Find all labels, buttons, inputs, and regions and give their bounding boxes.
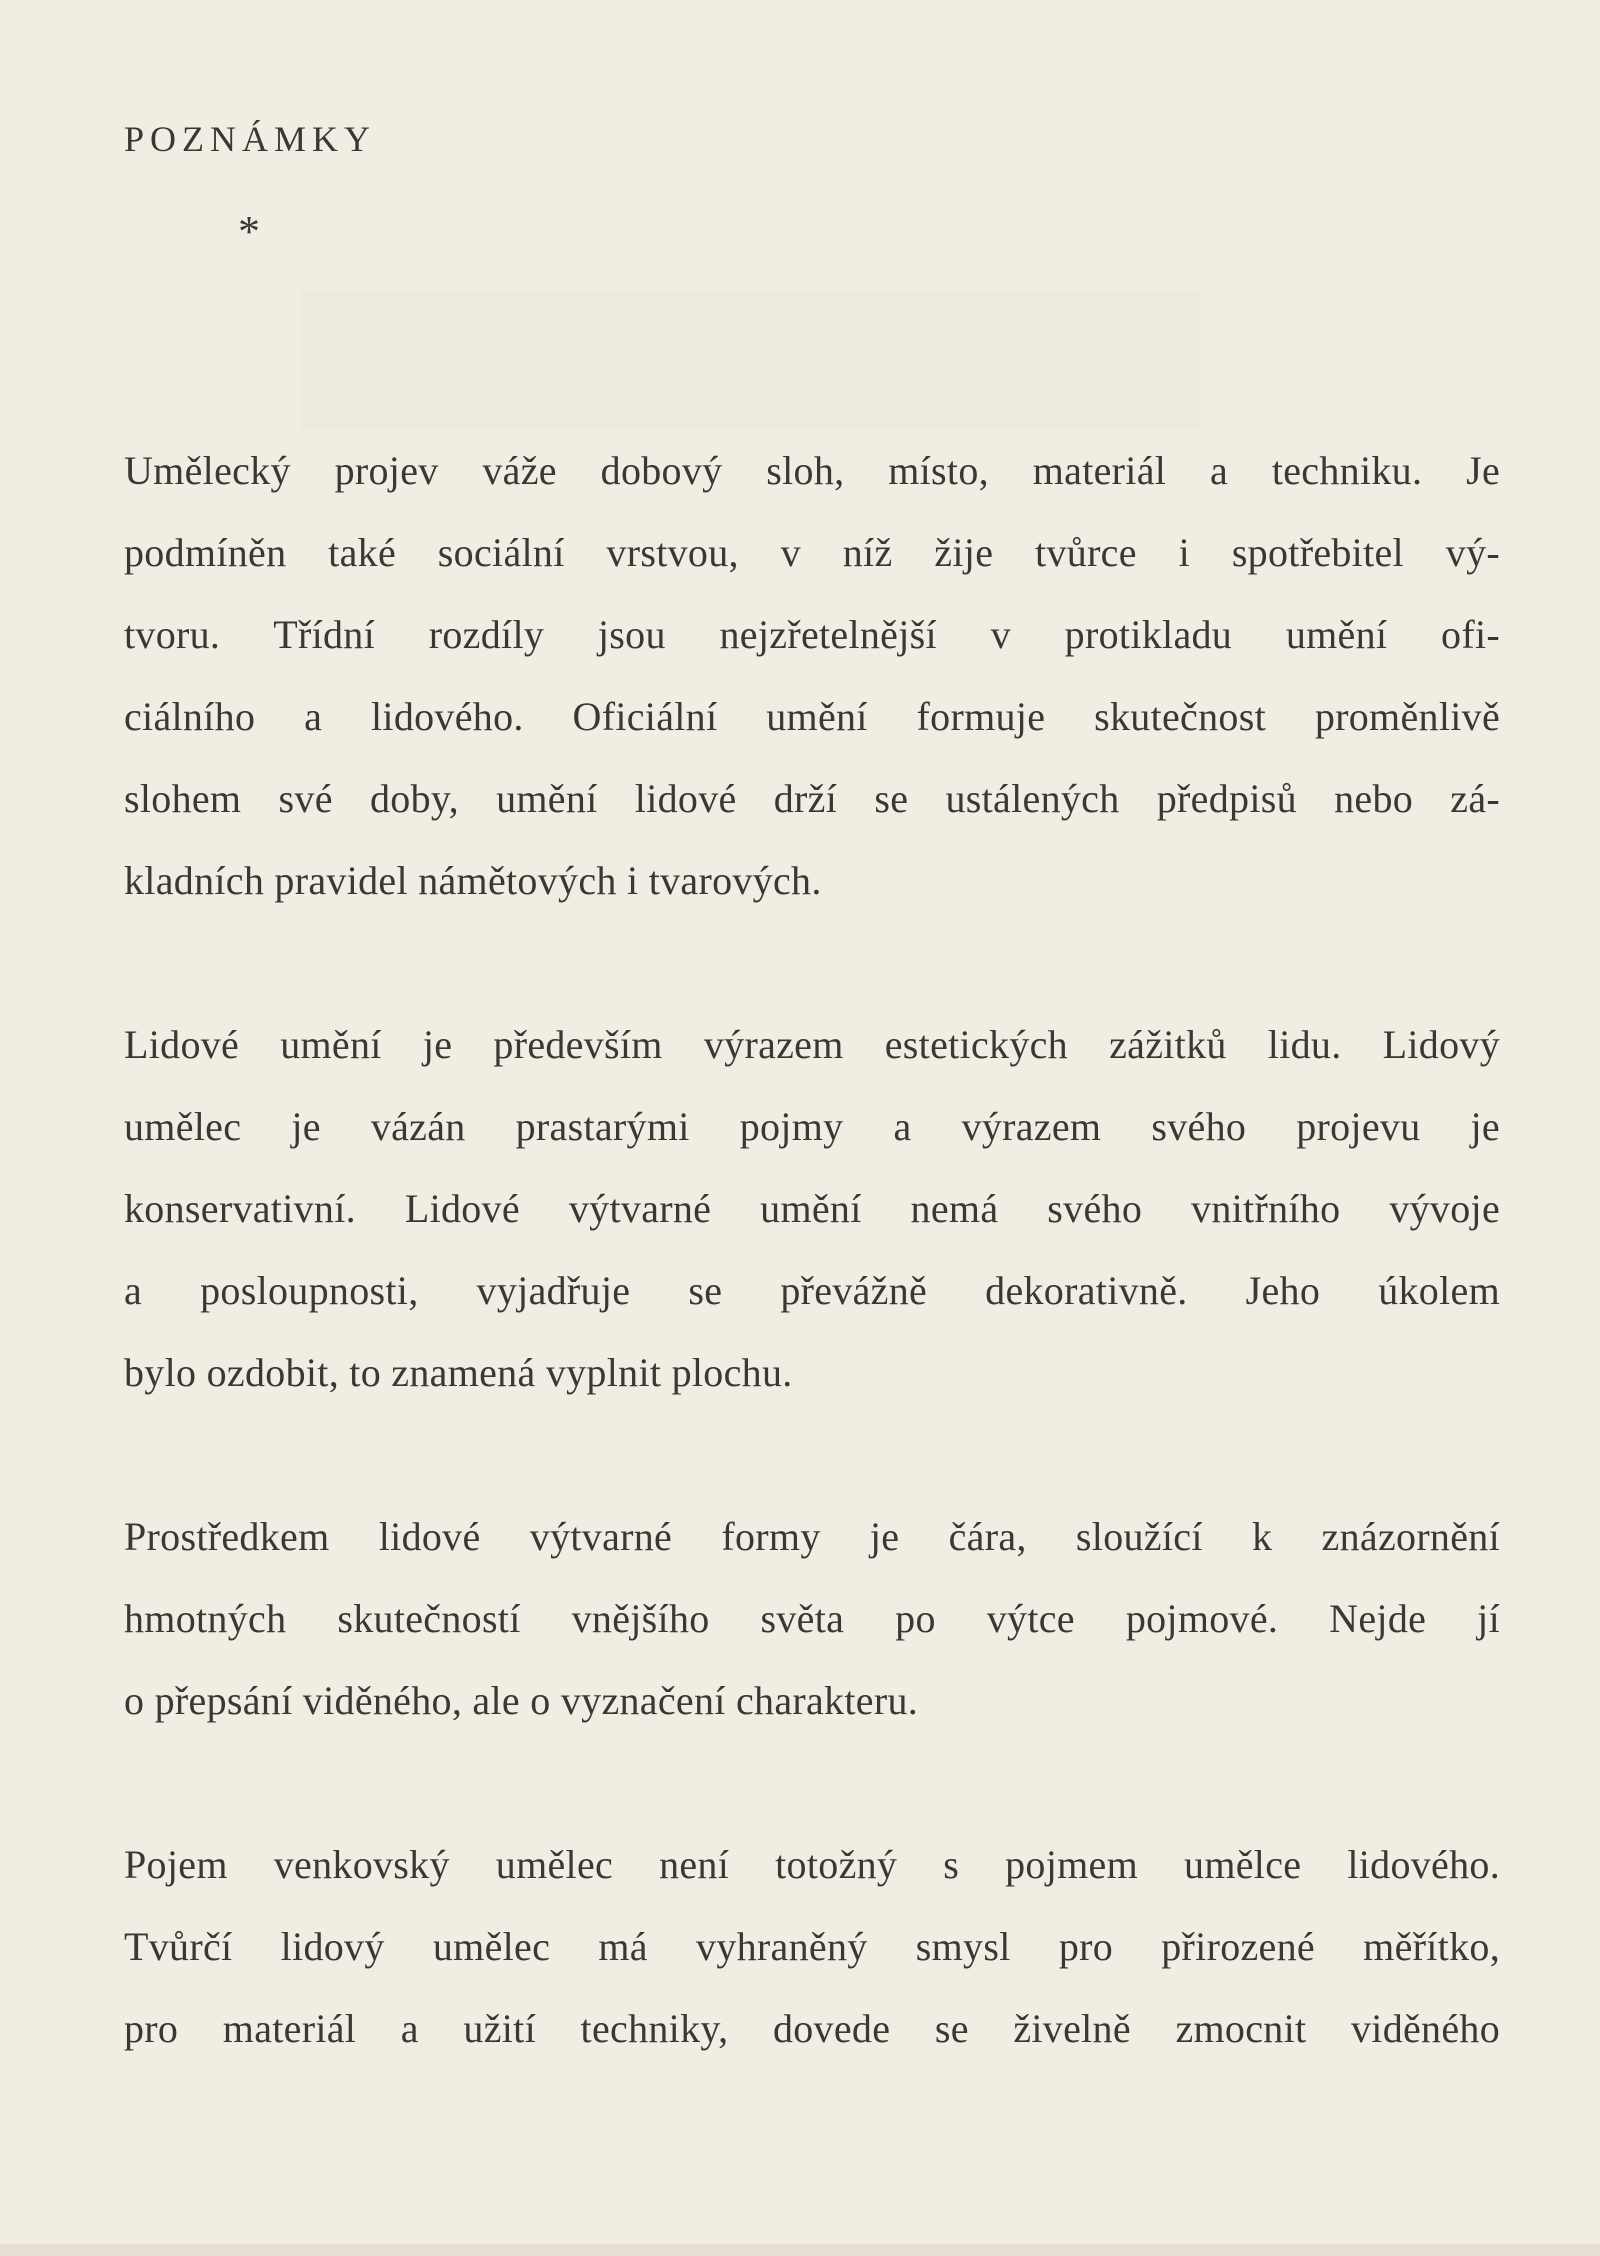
- text-line: ciálního a lidového. Oficiální umění formuje skutečnost proměnlivě: [124, 694, 1500, 739]
- body-text: [124, 430, 1500, 2152]
- paragraph-2: [124, 1004, 1500, 1414]
- paragraph-4: [124, 1824, 1500, 2070]
- text-line: Umělecký projev váže dobový sloh, místo, materiál a techniku. Je: [124, 448, 1500, 493]
- text-line: Pojem venkovský umělec není totožný s pojmem umělce lidového.: [124, 1842, 1500, 1887]
- text-line: Tvůrčí lidový umělec má vyhraněný smysl pro přirozené měřítko,: [124, 1924, 1500, 1969]
- text-line: kladních pravidel námětových i tvarových.: [124, 858, 822, 903]
- text-line: o přepsání viděného, ale o vyznačení charakteru.: [124, 1678, 919, 1723]
- text-line: slohem své doby, umění lidové drží se ustálených předpisů nebo zá-: [124, 776, 1500, 821]
- text-line: konservativní. Lidové výtvarné umění nemá svého vnitřního vývoje: [124, 1186, 1500, 1231]
- text-line: podmíněn také sociální vrstvou, v níž žije tvůrce i spotřebitel vý-: [124, 530, 1500, 575]
- text-line: tvoru. Třídní rozdíly jsou nejzřetelnější v protikladu umění ofi-: [124, 612, 1500, 657]
- text-line: hmotných skutečností vnějšího světa po výtce pojmové. Nejde jí: [124, 1596, 1500, 1641]
- asterisk-ornament: *: [238, 207, 260, 256]
- text-line: Lidové umění je především výrazem estetických zážitků lidu. Lidový: [124, 1022, 1500, 1067]
- page-heading: POZNÁMKY: [124, 119, 377, 159]
- text-line: Prostředkem lidové výtvarné formy je čára, sloužící k znázornění: [124, 1514, 1500, 1559]
- text-line: a posloupnosti, vyjadřuje se převážně dekorativně. Jeho úkolem: [124, 1268, 1500, 1313]
- text-line: bylo ozdobit, to znamená vyplnit plochu.: [124, 1350, 793, 1395]
- paper-tone-patch: [300, 290, 1200, 430]
- paragraph-1: [124, 430, 1500, 922]
- text-line: pro materiál a užití techniky, dovede se živelně zmocnit viděného: [124, 2006, 1500, 2051]
- page-bottom-edge: [0, 2244, 1600, 2256]
- paragraph-3: [124, 1496, 1500, 1742]
- text-line: umělec je vázán prastarými pojmy a výrazem svého projevu je: [124, 1104, 1500, 1149]
